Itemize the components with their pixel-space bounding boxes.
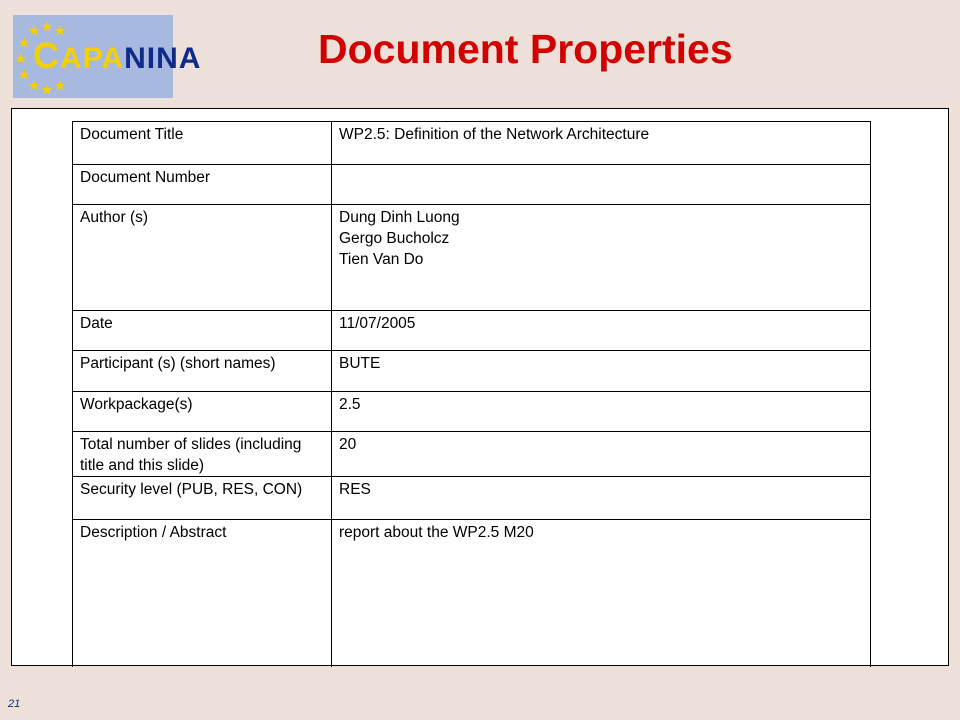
row-value: [332, 520, 871, 667]
row-value: [332, 205, 871, 311]
table-row: [73, 351, 871, 392]
row-value: [332, 351, 871, 392]
table-row: [73, 165, 871, 205]
value-line: Dung Dinh Luong: [339, 209, 460, 226]
table-row: [73, 311, 871, 351]
table-row: [73, 122, 871, 165]
row-label: Date: [73, 311, 332, 351]
value-line: RES: [339, 481, 371, 498]
row-label: Workpackage(s): [73, 392, 332, 432]
table-row: [73, 392, 871, 432]
logo-letters-apa: APA: [60, 42, 125, 75]
row-label: Total number of slides (including title and this slide): [73, 432, 332, 477]
page-title: Document Properties: [318, 26, 733, 72]
row-value: [332, 165, 871, 205]
value-line: Gergo Bucholcz: [339, 230, 450, 247]
value-line: Tien Van Do: [339, 251, 424, 268]
value-line: 2.5: [339, 396, 361, 413]
properties-table: [72, 121, 871, 667]
table-row: [73, 432, 871, 477]
row-label: Participant (s) (short names): [73, 351, 332, 392]
value-line: report about the WP2.5 M20: [339, 524, 534, 541]
row-label: Document Number: [73, 165, 332, 205]
logo-letters-nina: NINA: [124, 42, 202, 75]
slide-number: 21: [8, 698, 21, 710]
value-line: 11/07/2005: [339, 315, 416, 332]
value-line: WP2.5: Definition of the Network Architecture: [339, 126, 650, 143]
value-line: 20: [339, 436, 357, 453]
logo-letter-c: C: [33, 35, 60, 76]
table-row: [73, 520, 871, 667]
row-label: Security level (PUB, RES, CON): [73, 477, 332, 520]
row-label: Document Title: [73, 122, 332, 165]
row-value: [332, 392, 871, 432]
row-label: Author (s): [73, 205, 332, 311]
value-line: BUTE: [339, 355, 381, 372]
table-row: [73, 205, 871, 311]
properties-frame: [11, 108, 949, 666]
row-label: Description / Abstract: [73, 520, 332, 667]
table-row: [73, 477, 871, 520]
row-value: [332, 311, 871, 351]
logo-wordmark: [33, 35, 202, 76]
capanina-logo: [13, 15, 202, 98]
row-value: [332, 477, 871, 520]
row-value: [332, 122, 871, 165]
row-value: [332, 432, 871, 477]
